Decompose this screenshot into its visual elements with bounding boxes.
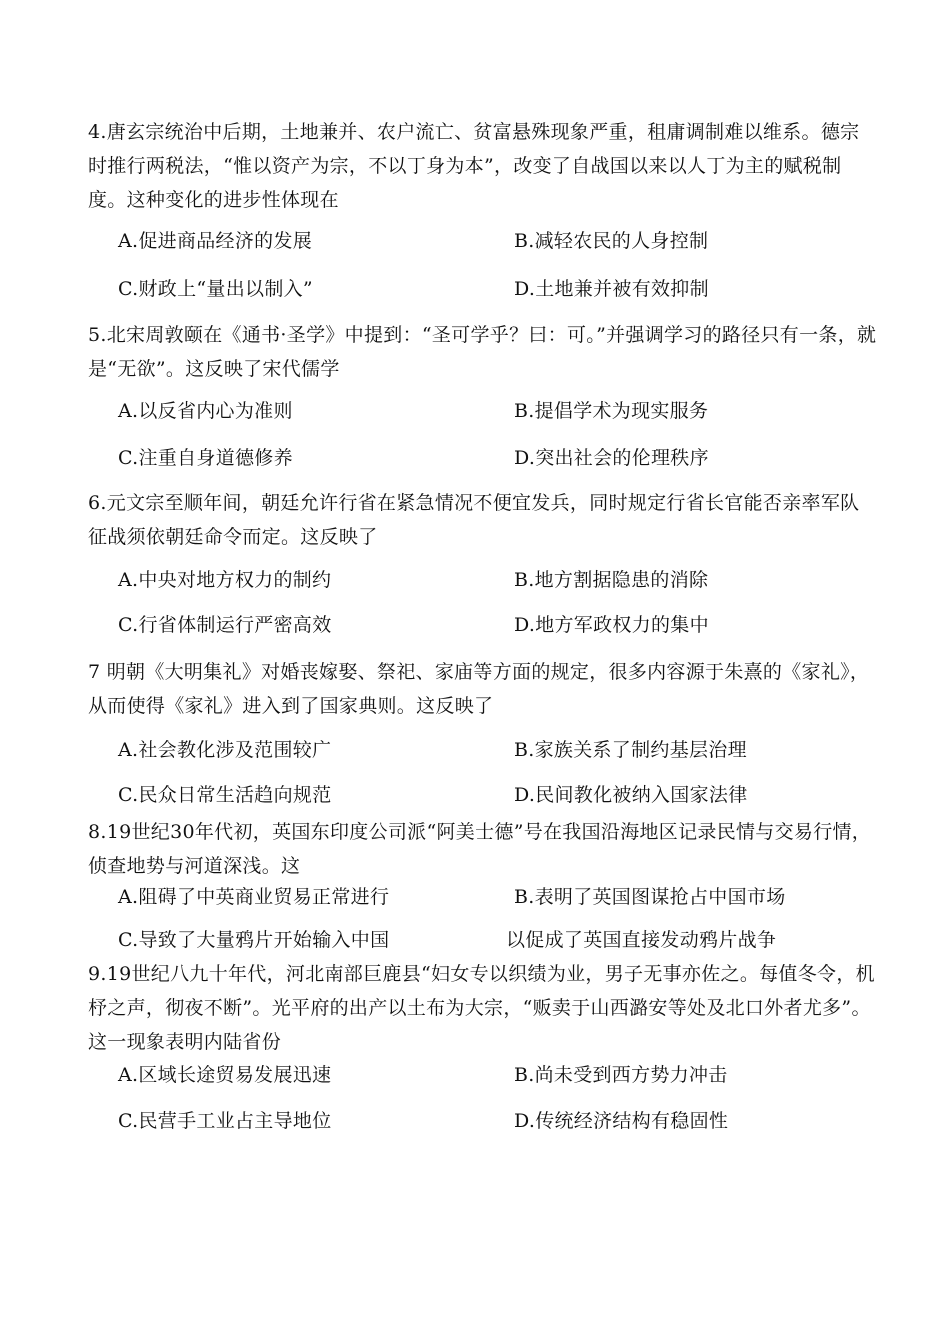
question-9-option-c: C.民营手工业占主导地位 <box>118 1110 332 1132</box>
question-7-option-a: A.社会教化涉及范围较广 <box>118 739 332 761</box>
question-9-option-d: D.传统经济结构有稳固性 <box>514 1110 729 1132</box>
question-5-stem: 5.北宋周敦颐在《通书·圣学》中提到：“圣可学乎？曰：可。”并强调学习的路径只有一条，就是“无欲”。这反映了宋代儒学 <box>88 324 877 380</box>
question-9-option-b: B.尚未受到西方势力冲击 <box>514 1064 728 1086</box>
question-4-option-c: C.财政上“量出以制入” <box>118 278 313 300</box>
question-8-stem: 8.19世纪30年代初，英国东印度公司派“阿美士德”号在我国沿海地区记录民情与交易行情，侦查地势与河道深浅。这 <box>88 821 872 877</box>
question-7-option-d: D.民间教化被纳入国家法律 <box>514 784 748 806</box>
question-4-stem: 4.唐玄宗统治中后期，土地兼并、农户流亡、贫富悬殊现象严重，租庸调制难以维系。德宗时推行两税法，“惟以资产为宗，不以丁身为本”，改变了自战国以来以人丁为主的赋税制度。这种变化的进步性体现在 <box>88 121 860 211</box>
question-8-option-b: B.表明了英国图谋抢占中国市场 <box>514 886 786 908</box>
question-5-option-d: D.突出社会的伦理秩序 <box>514 447 709 469</box>
question-9-option-a: A.区域长途贸易发展迅速 <box>118 1064 332 1086</box>
question-6-option-b: B.地方割据隐患的消除 <box>514 569 709 591</box>
question-6-option-a: A.中央对地方权力的制约 <box>118 569 332 591</box>
question-5-option-a: A.以反省内心为准则 <box>118 400 293 422</box>
question-4-option-d: D.土地兼并被有效抑制 <box>514 278 709 300</box>
question-8-option-c: C.导致了大量鸦片开始输入中国 <box>118 929 390 951</box>
question-5-option-b: B.提倡学术为现实服务 <box>514 400 709 422</box>
question-6-option-c: C.行省体制运行严密高效 <box>118 614 332 636</box>
question-9-stem: 9.19世纪八九十年代，河北南部巨鹿县“妇女专以织绩为业，男子无事亦佐之。每值冬令，机杼之声，彻夜不断”。光平府的出产以土布为大宗，“贩卖于山西潞安等处及北口外者尤多”。这一现象表明内陆省份 <box>88 963 875 1053</box>
question-6-stem: 6.元文宗至顺年间，朝廷允许行省在紧急情况不便宜发兵，同时规定行省长官能否亲率军队征战须依朝廷命令而定。这反映了 <box>88 492 860 548</box>
question-5-option-c: C.注重自身道德修养 <box>118 447 293 469</box>
question-7-option-b: B.家族关系了制约基层治理 <box>514 739 747 761</box>
question-4-option-a: A.促进商品经济的发展 <box>118 230 313 252</box>
question-7-stem: 7 明朝《大明集礼》对婚丧嫁娶、祭祀、家庙等方面的规定，很多内容源于朱熹的《家礼》，从而使得《家礼》进入到了国家典则。这反映了 <box>88 661 870 717</box>
question-8-option-a: A.阻碍了中英商业贸易正常进行 <box>118 886 390 908</box>
question-4-option-b: B.减轻农民的人身控制 <box>514 230 709 252</box>
question-6-option-d: D.地方军政权力的集中 <box>514 614 709 636</box>
question-8-option-d: 以促成了英国直接发动鸦片战争 <box>506 929 777 951</box>
question-7-option-c: C.民众日常生活趋向规范 <box>118 784 332 806</box>
